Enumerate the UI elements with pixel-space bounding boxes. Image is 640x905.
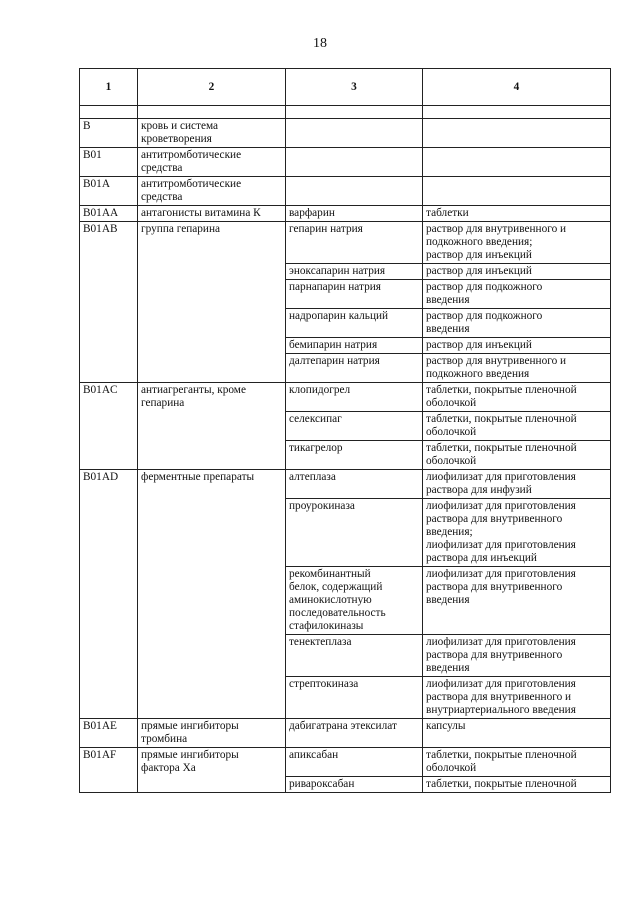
table-row — [80, 177, 611, 206]
atc-code-cell: B — [80, 119, 138, 148]
dosage-form-cell: таблетки, покрытые пленочной оболочкой — [423, 441, 611, 470]
drug-name-cell: варфарин — [286, 206, 423, 222]
table-row — [80, 719, 611, 748]
dosage-form-cell: раствор для подкожного введения — [423, 309, 611, 338]
dosage-form-cell: таблетки — [423, 206, 611, 222]
drug-name-cell: ривароксабан — [286, 777, 423, 793]
dosage-form-cell: таблетки, покрытые пленочной оболочкой — [423, 383, 611, 412]
table-row — [80, 748, 611, 777]
dosage-form-cell: лиофилизат для приготовления раствора для внутривенного введения — [423, 635, 611, 677]
dosage-form-cell — [423, 119, 611, 148]
dosage-form-cell: таблетки, покрытые пленочной оболочкой — [423, 412, 611, 441]
drug-table — [79, 68, 611, 793]
drug-name-cell: стрептокиназа — [286, 677, 423, 719]
atc-code-cell: B01AE — [80, 719, 138, 748]
group-name-cell: ферментные препараты — [138, 470, 286, 719]
drug-name-cell — [286, 119, 423, 148]
group-name-cell: антагонисты витамина К — [138, 206, 286, 222]
page-number: 18 — [313, 36, 327, 51]
dosage-form-cell: раствор для внутривенного и подкожного введения — [423, 354, 611, 383]
drug-name-cell: бемипарин натрия — [286, 338, 423, 354]
table-row — [80, 148, 611, 177]
group-name-cell: прямые ингибиторы тромбина — [138, 719, 286, 748]
table-row — [80, 222, 611, 264]
atc-code-cell: B01 — [80, 148, 138, 177]
dosage-form-cell — [423, 177, 611, 206]
table-row — [80, 470, 611, 499]
atc-code-cell: B01AA — [80, 206, 138, 222]
dosage-form-cell — [423, 148, 611, 177]
dosage-form-cell: раствор для внутривенного и подкожного введения; раствор для инъекций — [423, 222, 611, 264]
drug-name-cell: надропарин кальций — [286, 309, 423, 338]
drug-name-cell: алтеплаза — [286, 470, 423, 499]
header-cell: 1 — [80, 69, 138, 106]
dosage-form-cell: раствор для подкожного введения — [423, 280, 611, 309]
dosage-form-cell: лиофилизат для приготовления раствора для внутривенного и внутриартериального введения — [423, 677, 611, 719]
drug-name-cell: тикагрелор — [286, 441, 423, 470]
drug-name-cell: рекомбинантный белок, содержащий аминокислотную последовательность стафилокиназы — [286, 567, 423, 635]
table-row — [80, 206, 611, 222]
atc-code-cell: B01AC — [80, 383, 138, 470]
dosage-form-cell: таблетки, покрытые пленочной — [423, 777, 611, 793]
drug-name-cell: селексипаг — [286, 412, 423, 441]
dosage-form-cell: раствор для инъекций — [423, 338, 611, 354]
drug-name-cell: парнапарин натрия — [286, 280, 423, 309]
drug-name-cell — [286, 177, 423, 206]
group-name-cell: антитромботические средства — [138, 177, 286, 206]
group-name-cell: кровь и система кроветворения — [138, 119, 286, 148]
spacer-row — [80, 106, 611, 119]
group-name-cell: группа гепарина — [138, 222, 286, 383]
drug-name-cell: гепарин натрия — [286, 222, 423, 264]
dosage-form-cell: лиофилизат для приготовления раствора для внутривенного введения — [423, 567, 611, 635]
header-cell: 2 — [138, 69, 286, 106]
drug-name-cell: проурокиназа — [286, 499, 423, 567]
drug-name-cell: тенектеплаза — [286, 635, 423, 677]
dosage-form-cell: лиофилизат для приготовления раствора для инфузий — [423, 470, 611, 499]
atc-code-cell: B01AB — [80, 222, 138, 383]
group-name-cell: прямые ингибиторы фактора Ха — [138, 748, 286, 793]
drug-name-cell: апиксабан — [286, 748, 423, 777]
atc-code-cell: B01AD — [80, 470, 138, 719]
table-row — [80, 119, 611, 148]
atc-code-cell: B01AF — [80, 748, 138, 793]
dosage-form-cell: капсулы — [423, 719, 611, 748]
drug-name-cell: далтепарин натрия — [286, 354, 423, 383]
drug-name-cell — [286, 148, 423, 177]
header-cell: 3 — [286, 69, 423, 106]
dosage-form-cell: раствор для инъекций — [423, 264, 611, 280]
dosage-form-cell: лиофилизат для приготовления раствора для внутривенного введения; лиофилизат для приготовления раствора для инъекций — [423, 499, 611, 567]
dosage-form-cell: таблетки, покрытые пленочной оболочкой — [423, 748, 611, 777]
drug-name-cell: дабигатрана этексилат — [286, 719, 423, 748]
drug-name-cell: эноксапарин натрия — [286, 264, 423, 280]
group-name-cell: антиагреганты, кроме гепарина — [138, 383, 286, 470]
table-row — [80, 383, 611, 412]
drug-name-cell: клопидогрел — [286, 383, 423, 412]
group-name-cell: антитромботические средства — [138, 148, 286, 177]
table-header-row — [80, 69, 611, 106]
atc-code-cell: B01A — [80, 177, 138, 206]
header-cell: 4 — [423, 69, 611, 106]
